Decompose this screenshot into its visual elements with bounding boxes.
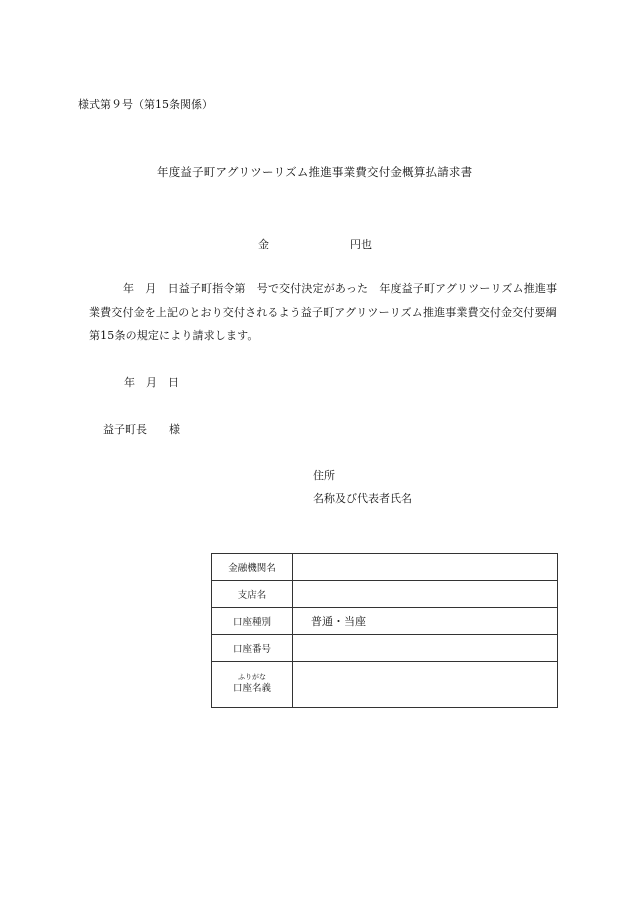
table-row [212,581,558,608]
account-holder-furigana: ふりがな [238,673,266,681]
amount-suffix: 円也 [350,238,372,251]
account-holder-label-cell [212,662,293,708]
bank-account-table [211,553,558,708]
date-line: 年 月 日 [124,376,179,389]
account-holder-label: 口座名義 [232,683,271,694]
amount-prefix: 金 [258,238,269,251]
branch-name-label: 支店名 [212,581,293,608]
table-row [212,554,558,581]
branch-name-field[interactable] [293,581,558,608]
account-number-field[interactable] [293,635,558,662]
bank-name-label: 金融機関名 [212,554,293,581]
account-holder-field[interactable] [293,662,558,708]
form-number: 様式第９号（第15条関係） [78,98,213,111]
table-row [212,662,558,708]
addressee: 益子町長 様 [103,423,180,436]
table-row [212,608,558,635]
document-title: 年度益子町アグリツーリズム推進事業費交付金概算払請求書 [157,165,473,179]
bank-name-field[interactable] [293,554,558,581]
address-label: 住所 [313,469,335,482]
account-number-label: 口座番号 [212,635,293,662]
account-type-field[interactable]: 普通・当座 [293,608,558,635]
account-type-label: 口座種別 [212,608,293,635]
table-row [212,635,558,662]
name-label: 名称及び代表者氏名 [313,492,412,505]
request-body-text: 年 月 日益子町指令第 号で交付決定があった 年度益子町アグリツーリズム推進事業費交付金を上記のとおり交付されるよう益子町アグリツーリズム推進事業費交付金交付要綱第15条の規定により請求します。 [89,282,558,342]
